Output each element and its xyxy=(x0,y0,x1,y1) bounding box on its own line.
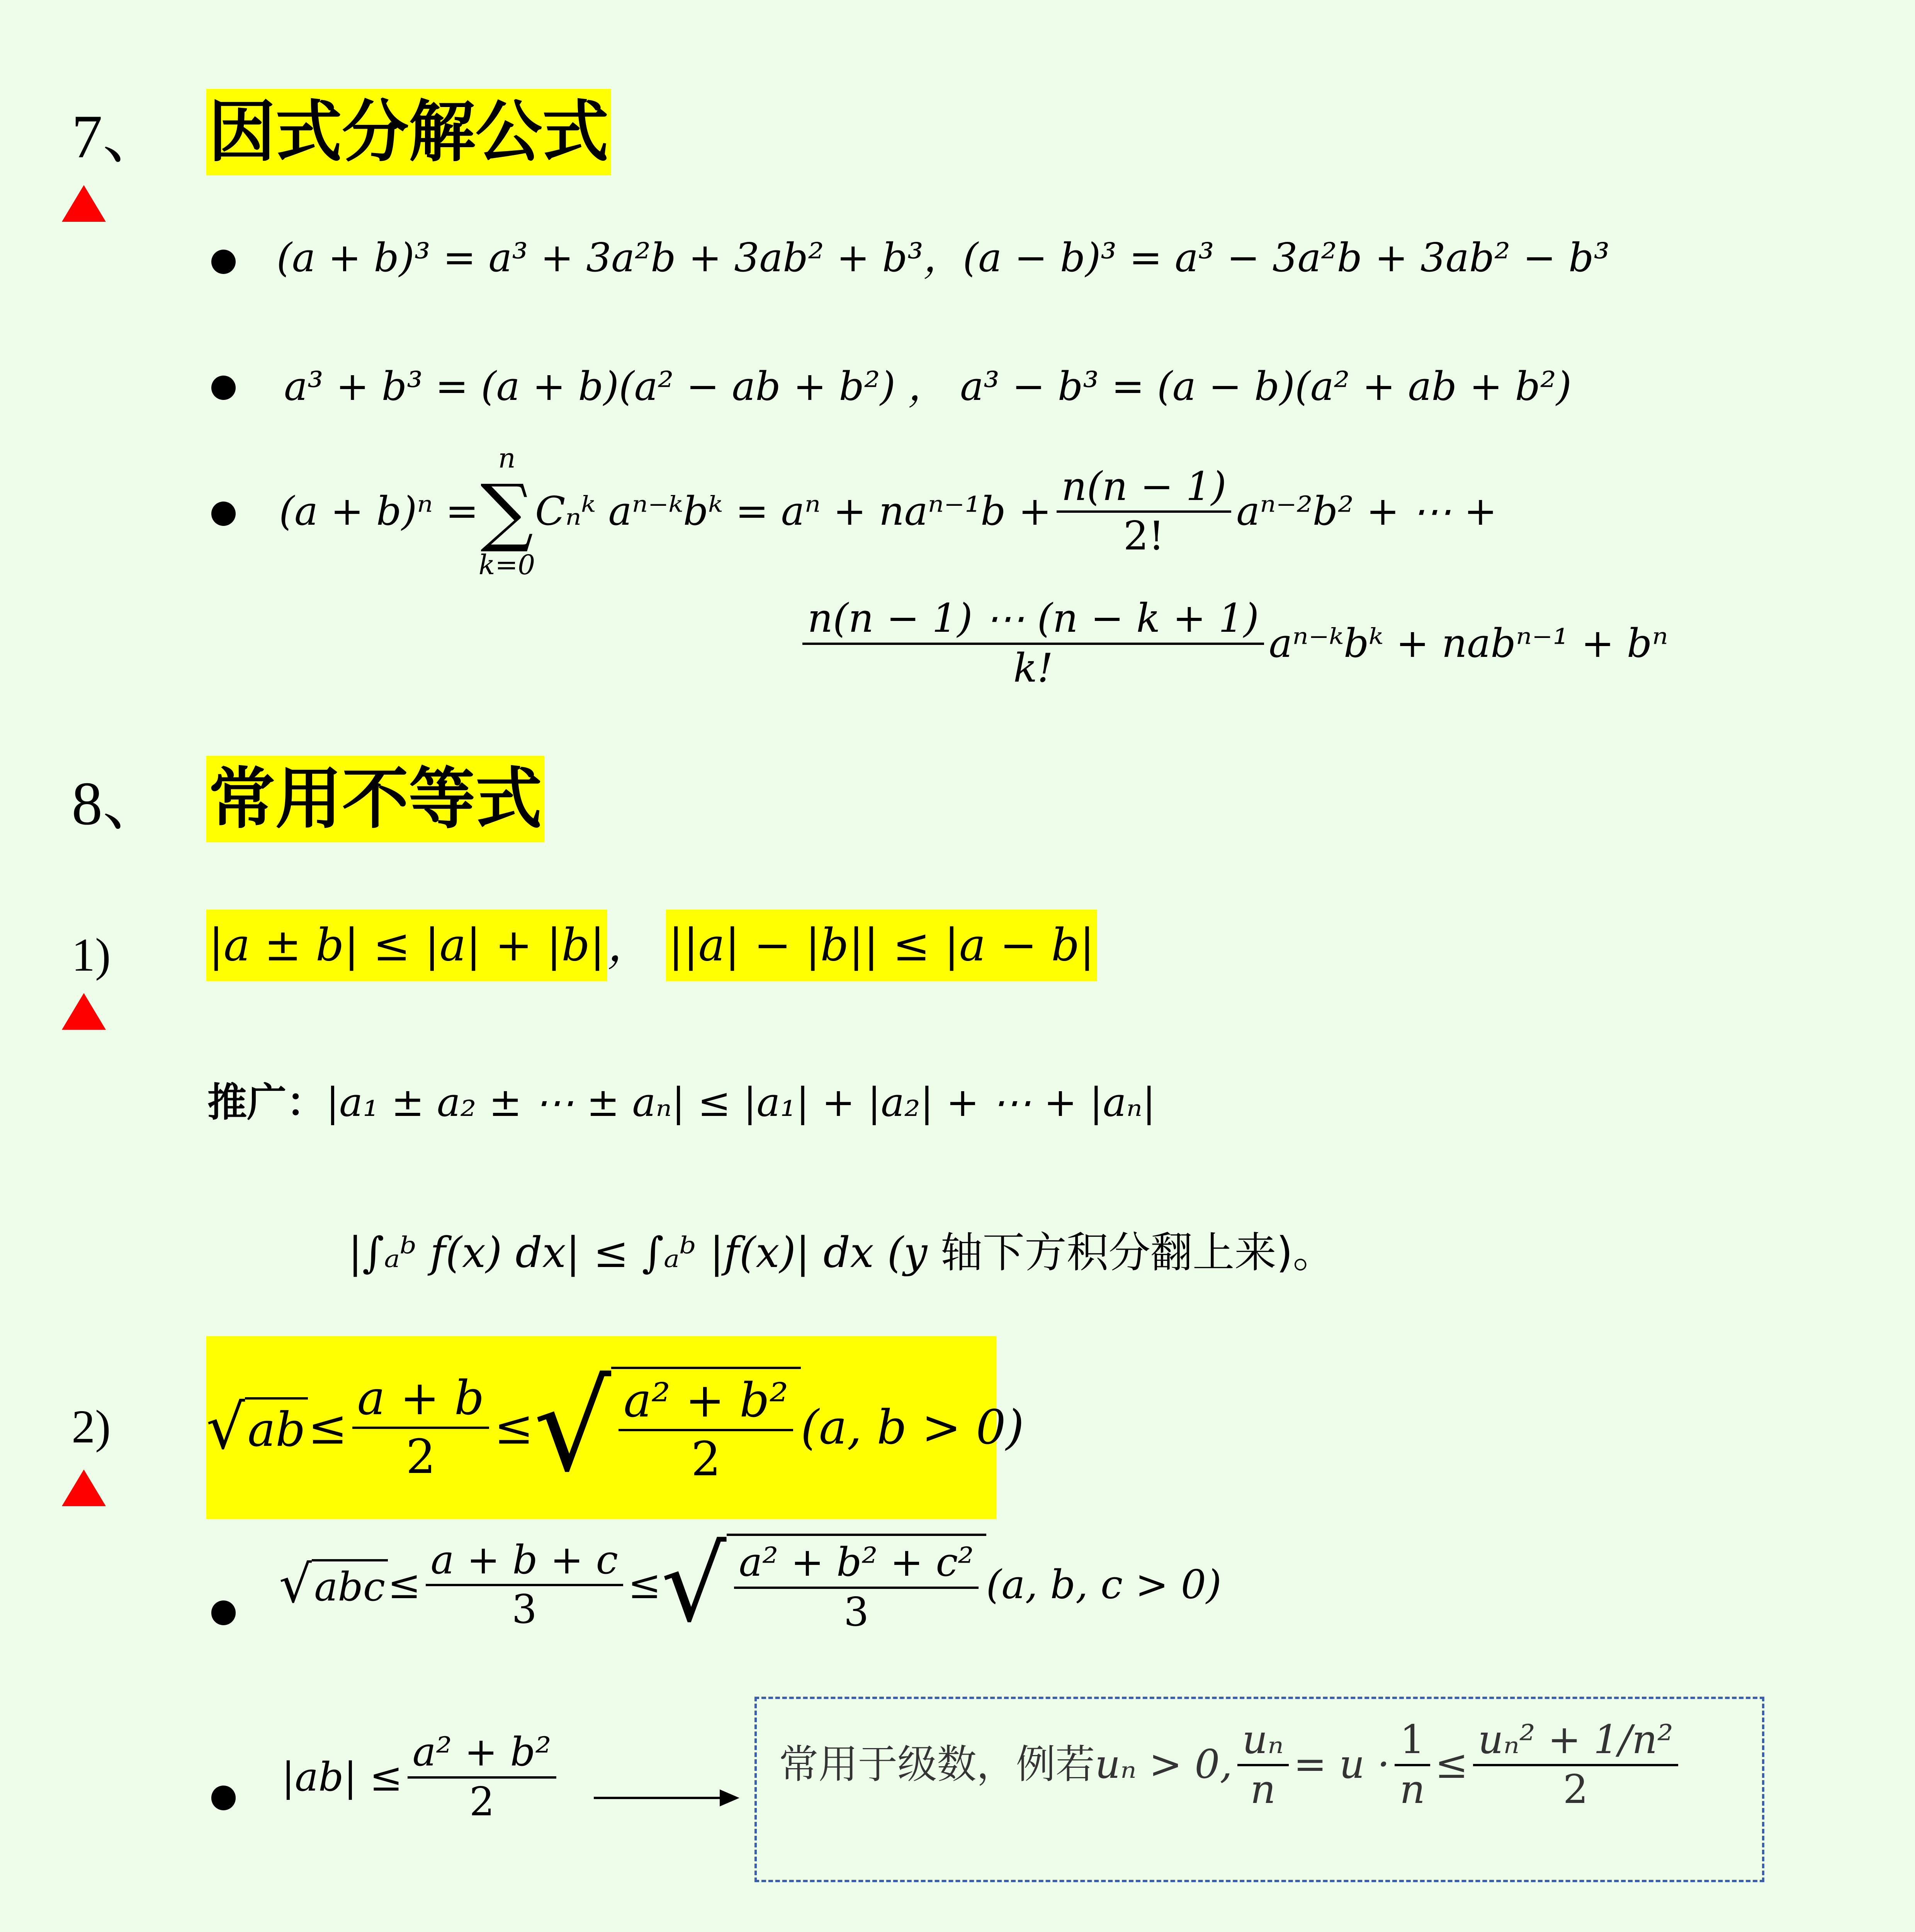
am-gm-3 xyxy=(279,1525,1222,1645)
note: 轴下方积分翻上来)。 xyxy=(927,1228,1335,1277)
sep: ， xyxy=(607,919,652,971)
formula-binomial-line2 xyxy=(798,595,1668,692)
section-title: 常用不等式 xyxy=(206,756,545,842)
numerator: n(n − 1) xyxy=(1061,463,1227,510)
denominator: 3 xyxy=(511,1587,537,1633)
binomial-tail: aⁿ⁻²b² + ⋯ + xyxy=(1236,488,1497,535)
integral-inequality xyxy=(348,1228,1335,1278)
bullet-icon xyxy=(211,502,236,526)
highlight-a: |a ± b| ≤ |a| + |b| xyxy=(206,910,607,981)
denominator: 2! xyxy=(1123,513,1165,560)
condition: (a, b > 0) xyxy=(800,1400,1024,1455)
formula: |a₁ ± a₂ ± ⋯ ± aₙ| ≤ |a₁| + |a₂| + ⋯ + |aₙ| xyxy=(326,1080,1156,1126)
fraction xyxy=(1395,1716,1430,1813)
section-number: 7、 xyxy=(71,102,165,171)
fraction xyxy=(1057,463,1232,560)
le: ≤ xyxy=(387,1562,421,1608)
numerator: n(n − 1) ⋯ (n − k + 1) xyxy=(807,595,1259,642)
numerator: uₙ xyxy=(1242,1717,1284,1763)
generalization xyxy=(207,1079,1156,1127)
highlight-b: ||a| − |b|| ≤ |a − b| xyxy=(666,910,1097,981)
sum-bottom: k=0 xyxy=(478,549,535,581)
bullet-icon xyxy=(211,250,236,274)
formula-binomial xyxy=(279,442,1497,582)
fraction xyxy=(352,1370,489,1485)
denominator: n xyxy=(1400,1766,1425,1813)
series-note-box xyxy=(754,1697,1764,1882)
am-gm-inequality xyxy=(206,1336,1024,1519)
denominator: n xyxy=(1250,1766,1276,1813)
denominator: 2 xyxy=(406,1429,436,1484)
le: ≤ xyxy=(1435,1742,1468,1788)
numerator: a² + b² xyxy=(624,1373,788,1428)
item-number: 2) xyxy=(71,1401,111,1453)
binomial-tail2: aⁿ⁻ᵏbᵏ + nabⁿ⁻¹ + bⁿ xyxy=(1269,620,1668,667)
le: ≤ xyxy=(494,1400,534,1455)
sum-symbol xyxy=(479,442,535,582)
sum-top: n xyxy=(498,442,516,474)
denominator: 2 xyxy=(1563,1766,1588,1813)
numerator: a + b + c xyxy=(430,1537,618,1583)
ab-inequality xyxy=(282,1729,561,1826)
numerator: a² + b² xyxy=(412,1729,551,1776)
triangle-marker-icon xyxy=(62,993,106,1030)
formula-cube: (a + b)³ = a³ + 3a²b + 3ab² + b³，(a − b)³ = a³ − 3a²b + 3ab² − b³ xyxy=(276,235,1610,281)
bullet-icon xyxy=(211,1786,236,1810)
numerator: a + b xyxy=(357,1370,484,1425)
condition: (a, b, c > 0) xyxy=(986,1562,1222,1608)
denominator: 2 xyxy=(691,1431,721,1486)
section-number: 8、 xyxy=(71,769,165,838)
radicand: abc xyxy=(312,1559,388,1611)
section-title: 因式分解公式 xyxy=(206,89,611,175)
eq: = u · xyxy=(1293,1742,1390,1788)
numerator: a² + b² + c² xyxy=(739,1539,974,1585)
series-note xyxy=(779,1716,1683,1813)
fraction xyxy=(1237,1716,1289,1813)
triangle-inequality xyxy=(206,919,1097,972)
numerator: 1 xyxy=(1400,1717,1425,1763)
fraction xyxy=(426,1537,623,1634)
formula-cube-sum: a³ + b³ = (a + b)(a² − ab + b²) ， a³ − b³ = (a − b)(a² + ab + b²) xyxy=(284,363,1572,410)
radicand: ab xyxy=(245,1397,308,1458)
fraction xyxy=(802,595,1264,692)
bullet-icon xyxy=(211,1600,236,1625)
sqrt: √ a² + b² 2 xyxy=(534,1367,801,1489)
label: 推广： xyxy=(207,1080,326,1126)
binomial-mid: Cₙᵏ aⁿ⁻ᵏbᵏ = aⁿ + naⁿ⁻¹b + xyxy=(535,488,1052,535)
fraction xyxy=(408,1729,556,1826)
sqrt: √ abc xyxy=(279,1559,387,1611)
bullet-icon xyxy=(211,376,236,400)
y: y xyxy=(903,1228,928,1277)
lhs: |ab| ≤ xyxy=(281,1754,403,1800)
item-number: 1) xyxy=(71,929,111,981)
numerator: uₙ² + 1/n² xyxy=(1478,1717,1674,1763)
sigma: ∑ xyxy=(480,468,534,555)
note-text: 常用于级数，例若 xyxy=(779,1742,1095,1788)
le: ≤ xyxy=(628,1562,661,1608)
binomial-lhs: (a + b)ⁿ = xyxy=(279,488,479,535)
sqrt: √ ab xyxy=(206,1397,308,1458)
un-condition: uₙ > 0, xyxy=(1095,1742,1232,1788)
triangle-marker-icon xyxy=(62,1469,106,1506)
le: ≤ xyxy=(308,1400,348,1455)
denominator: 3 xyxy=(844,1589,869,1635)
denominator: k! xyxy=(1013,645,1054,692)
denominator: 2 xyxy=(469,1779,494,1825)
fraction xyxy=(1473,1716,1678,1813)
triangle-marker-icon xyxy=(62,185,106,222)
arrow-right-icon xyxy=(594,1797,730,1799)
sqrt: √ a² + b² + c² 3 xyxy=(661,1534,986,1636)
formula: |∫ₐᵇ f(x) dx| ≤ ∫ₐᵇ |f(x)| dx ( xyxy=(348,1228,904,1277)
